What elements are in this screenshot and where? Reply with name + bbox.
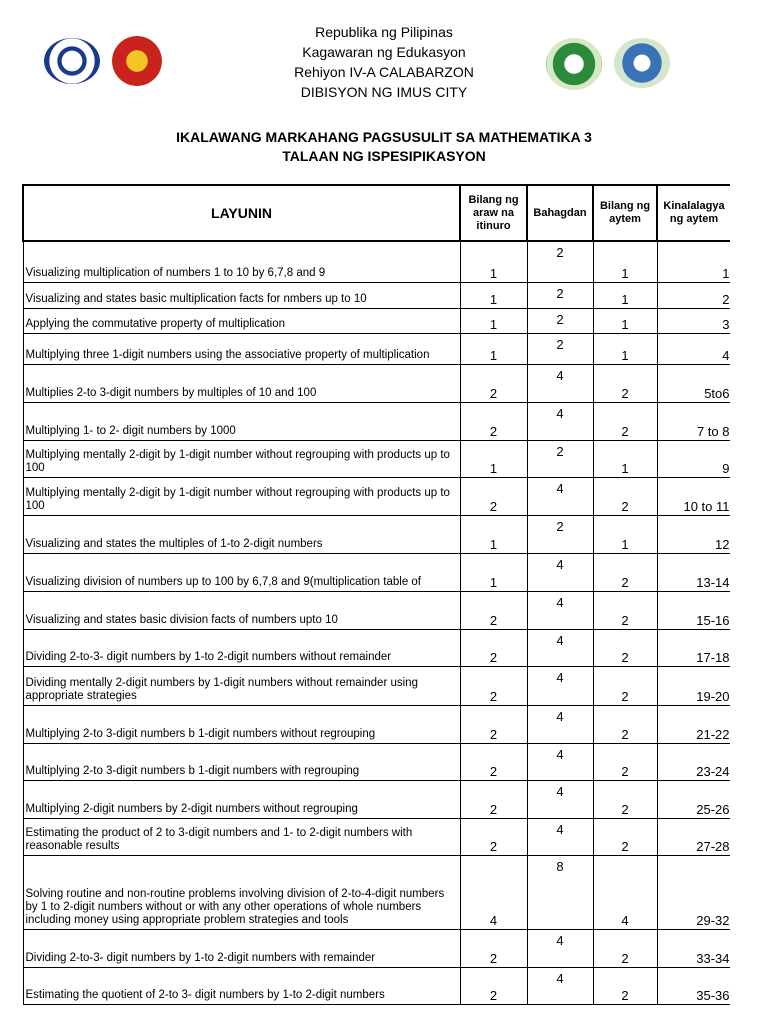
column-header-placement: Kinalalagya ng aytem (657, 185, 730, 241)
days-cell: 2 (460, 364, 527, 402)
days-cell: 1 (460, 333, 527, 364)
objective-cell: Solving routine and non-routine problems involving division of 2-to-4-digit numbers by 1 to 2-digit numbers without or with any other operations of whole numbers including money using appropriate problem strategies and tools (23, 855, 460, 929)
placement-cell: 1 (657, 241, 730, 282)
table-body (23, 241, 730, 1004)
column-header-items: Bilang ng aytem (593, 185, 657, 241)
objective-cell: Visualizing and states the multiples of 1-to 2-digit numbers (23, 515, 460, 553)
placement-cell: 15-16 (657, 591, 730, 629)
days-cell: 2 (460, 591, 527, 629)
items-cell: 2 (593, 591, 657, 629)
letterhead-line: Kagawaran ng Edukasyon (302, 44, 466, 60)
objective-cell: Multiplying three 1-digit numbers using the associative property of multiplication (23, 333, 460, 364)
days-cell: 1 (460, 553, 527, 591)
days-cell: 2 (460, 666, 527, 705)
objective-cell: Estimating the quotient of 2-to 3- digit numbers by 1-to 2-digit numbers (23, 967, 460, 1004)
table-row (23, 967, 730, 1004)
placement-cell: 7 to 8 (657, 402, 730, 440)
items-cell: 2 (593, 553, 657, 591)
items-cell: 2 (593, 743, 657, 780)
table-row (23, 402, 730, 440)
items-cell: 2 (593, 666, 657, 705)
percent-cell: 8 (527, 855, 593, 929)
days-cell: 2 (460, 477, 527, 515)
placement-cell: 2 (657, 282, 730, 308)
percent-cell: 4 (527, 402, 593, 440)
objective-cell: Multiplying 2-to 3-digit numbers b 1-digit numbers without regrouping (23, 705, 460, 743)
items-cell: 2 (593, 967, 657, 1004)
placement-cell: 29-32 (657, 855, 730, 929)
items-cell: 1 (593, 241, 657, 282)
objective-cell: Dividing mentally 2-digit numbers by 1-digit numbers without remainder using appropriate strategies (23, 666, 460, 705)
percent-cell: 2 (527, 440, 593, 477)
objective-cell: Estimating the product of 2 to 3-digit numbers and 1- to 2-digit numbers with reasonable results (23, 818, 460, 855)
letterhead-line: Republika ng Pilipinas (315, 24, 453, 40)
percent-cell: 4 (527, 780, 593, 818)
specification-table (22, 184, 730, 1005)
objective-cell: Visualizing and states basic multiplication facts for nmbers up to 10 (23, 282, 460, 308)
percent-cell: 4 (527, 818, 593, 855)
days-cell: 1 (460, 515, 527, 553)
table-row (23, 743, 730, 780)
items-cell: 2 (593, 705, 657, 743)
objective-cell: Multiplying mentally 2-digit by 1-digit number without regrouping with products up to 100 (23, 477, 460, 515)
table-row (23, 440, 730, 477)
percent-cell: 2 (527, 333, 593, 364)
days-cell: 2 (460, 743, 527, 780)
percent-cell: 4 (527, 666, 593, 705)
percent-cell: 4 (527, 477, 593, 515)
percent-cell: 4 (527, 705, 593, 743)
table-row (23, 515, 730, 553)
placement-cell: 35-36 (657, 967, 730, 1004)
column-header-layunin: LAYUNIN (23, 185, 460, 241)
placement-cell: 4 (657, 333, 730, 364)
table-row (23, 308, 730, 333)
objective-cell: Multiplying 2-digit numbers by 2-digit numbers without regrouping (23, 780, 460, 818)
items-cell: 2 (593, 818, 657, 855)
days-cell: 2 (460, 705, 527, 743)
document-title (0, 128, 768, 166)
objective-cell: Multiplies 2-to 3-digit numbers by multiples of 10 and 100 (23, 364, 460, 402)
days-cell: 2 (460, 929, 527, 967)
table-row (23, 855, 730, 929)
items-cell: 1 (593, 515, 657, 553)
percent-cell: 4 (527, 629, 593, 666)
days-cell: 2 (460, 402, 527, 440)
table-row (23, 553, 730, 591)
percent-cell: 2 (527, 308, 593, 333)
placement-cell: 23-24 (657, 743, 730, 780)
table-row (23, 333, 730, 364)
table-row (23, 666, 730, 705)
days-cell: 2 (460, 629, 527, 666)
letterhead-line: Rehiyon IV-A CALABARZON (294, 64, 474, 80)
percent-cell: 4 (527, 743, 593, 780)
percent-cell: 2 (527, 515, 593, 553)
percent-cell: 4 (527, 553, 593, 591)
placement-cell: 17-18 (657, 629, 730, 666)
items-cell: 2 (593, 929, 657, 967)
placement-cell: 13-14 (657, 553, 730, 591)
days-cell: 2 (460, 818, 527, 855)
objective-cell: Visualizing and states basic division facts of numbers upto 10 (23, 591, 460, 629)
items-cell: 4 (593, 855, 657, 929)
table-header-row (23, 185, 730, 241)
placement-cell: 27-28 (657, 818, 730, 855)
table-row (23, 705, 730, 743)
objective-cell: Multiplying 2-to 3-digit numbers b 1-digit numbers with regrouping (23, 743, 460, 780)
days-cell: 1 (460, 241, 527, 282)
placement-cell: 12 (657, 515, 730, 553)
days-cell: 1 (460, 440, 527, 477)
objective-cell: Dividing 2-to-3- digit numbers by 1-to 2-digit numbers without remainder (23, 629, 460, 666)
objective-cell: Applying the commutative property of multiplication (23, 308, 460, 333)
items-cell: 1 (593, 333, 657, 364)
objective-cell: Visualizing multiplication of numbers 1 to 10 by 6,7,8 and 9 (23, 241, 460, 282)
percent-cell: 4 (527, 929, 593, 967)
items-cell: 2 (593, 402, 657, 440)
percent-cell: 4 (527, 967, 593, 1004)
title-line-2: TALAAN NG ISPESIPIKASYON (282, 148, 486, 164)
days-cell: 2 (460, 780, 527, 818)
table-row (23, 241, 730, 282)
column-header-percent: Bahagdan (527, 185, 593, 241)
column-header-days: Bilang ng araw na itinuro (460, 185, 527, 241)
percent-cell: 4 (527, 591, 593, 629)
items-cell: 1 (593, 282, 657, 308)
letterhead (0, 22, 768, 102)
days-cell: 1 (460, 282, 527, 308)
percent-cell: 2 (527, 282, 593, 308)
placement-cell: 25-26 (657, 780, 730, 818)
table-row (23, 364, 730, 402)
specification-table-container (22, 184, 730, 1024)
placement-cell: 33-34 (657, 929, 730, 967)
items-cell: 2 (593, 477, 657, 515)
table-row (23, 929, 730, 967)
table-row (23, 780, 730, 818)
placement-cell: 3 (657, 308, 730, 333)
objective-cell: Dividing 2-to-3- digit numbers by 1-to 2-digit numbers with remainder (23, 929, 460, 967)
table-row (23, 591, 730, 629)
placement-cell: 21-22 (657, 705, 730, 743)
days-cell: 1 (460, 308, 527, 333)
items-cell: 2 (593, 629, 657, 666)
objective-cell: Multiplying mentally 2-digit by 1-digit number without regrouping with products up to 100 (23, 440, 460, 477)
percent-cell: 2 (527, 241, 593, 282)
percent-cell: 4 (527, 364, 593, 402)
items-cell: 2 (593, 780, 657, 818)
title-line-1: IKALAWANG MARKAHANG PAGSUSULIT SA MATHEMATIKA 3 (176, 129, 592, 145)
table-row (23, 818, 730, 855)
placement-cell: 5to6 (657, 364, 730, 402)
items-cell: 2 (593, 364, 657, 402)
table-row (23, 629, 730, 666)
letterhead-line: DIBISYON NG IMUS CITY (300, 84, 468, 100)
objective-cell: Multiplying 1- to 2- digit numbers by 1000 (23, 402, 460, 440)
placement-cell: 9 (657, 440, 730, 477)
placement-cell: 19-20 (657, 666, 730, 705)
placement-cell: 10 to 11 (657, 477, 730, 515)
items-cell: 1 (593, 308, 657, 333)
table-row (23, 477, 730, 515)
days-cell: 2 (460, 967, 527, 1004)
objective-cell: Visualizing division of numbers up to 100 by 6,7,8 and 9(multiplication table of (23, 553, 460, 591)
days-cell: 4 (460, 855, 527, 929)
items-cell: 1 (593, 440, 657, 477)
table-row (23, 282, 730, 308)
